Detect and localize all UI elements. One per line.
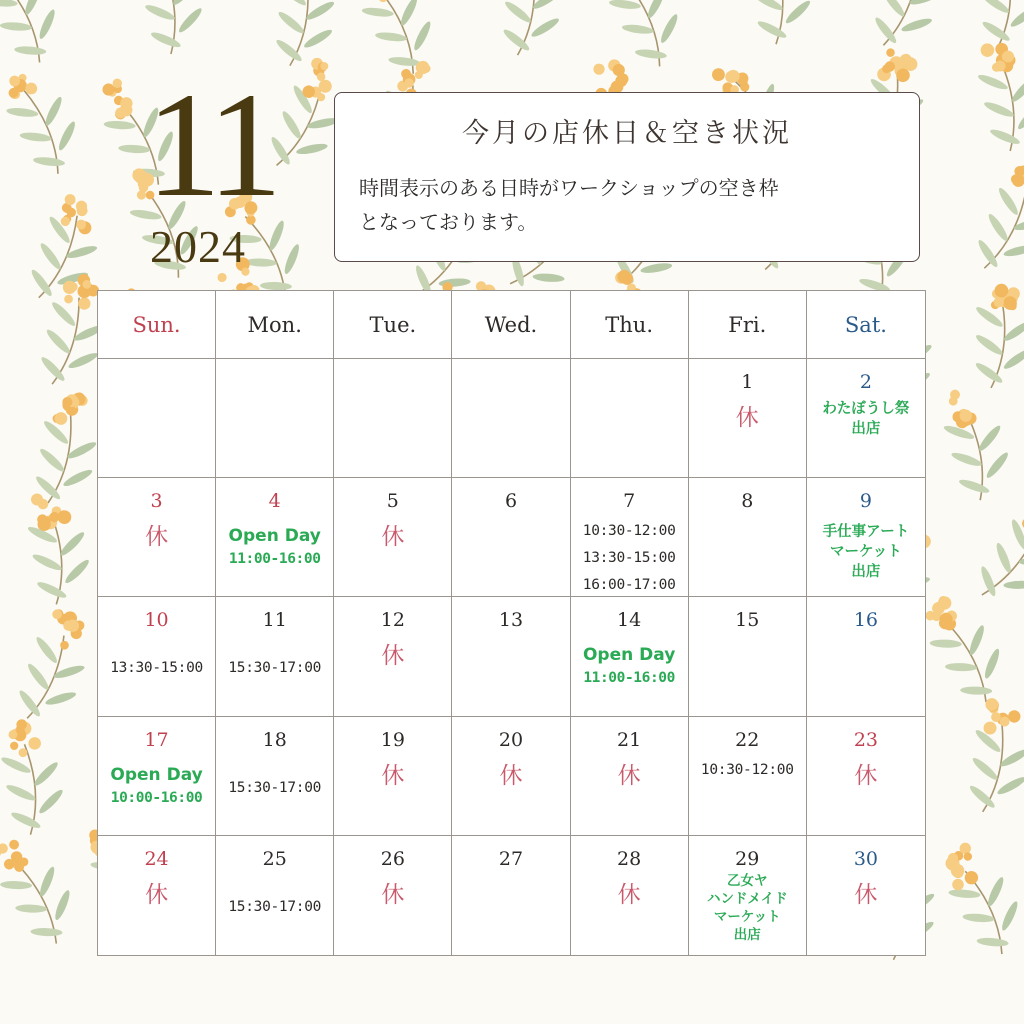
floral-sprig [0, 714, 71, 838]
floral-sprig [130, 0, 212, 58]
time-slot: 10:30-12:00 [700, 761, 794, 778]
month-number: 11 [146, 62, 275, 228]
weekday-header-wed: Wed. [452, 291, 570, 359]
floral-sprig [933, 380, 1020, 505]
day-number: 22 [735, 728, 760, 751]
day-cell-empty [334, 359, 452, 478]
day-cell-empty [452, 359, 570, 478]
day-cell-12 [334, 597, 452, 716]
notice-body [359, 171, 907, 239]
closed-mark: 休 [735, 405, 759, 431]
weekday-header-thu: Thu. [571, 291, 689, 359]
day-cell-15 [689, 597, 807, 716]
day-cell-1 [689, 359, 807, 478]
day-number: 16 [853, 609, 879, 632]
weekday-header-sat: Sat. [807, 291, 925, 359]
day-cell-10 [98, 597, 216, 716]
floral-sprig [967, 491, 1024, 617]
closed-mark: 休 [381, 643, 405, 670]
day-number: 8 [741, 490, 754, 513]
day-cell-9 [807, 478, 925, 597]
day-cell-23 [807, 717, 925, 836]
day-cell-21 [571, 717, 689, 836]
day-number: 17 [144, 728, 169, 751]
day-number: 2 [859, 371, 872, 393]
weekday-header-fri: Fri. [689, 291, 807, 359]
time-slot: 15:30-17:00 [228, 779, 322, 796]
day-cell-29 [689, 836, 807, 955]
floral-sprig [500, 0, 565, 57]
time-slot-list [571, 518, 688, 597]
closed-mark: 休 [854, 762, 878, 789]
floral-sprig [867, 0, 956, 57]
day-cell-11 [216, 597, 334, 716]
day-cell-17 [98, 717, 216, 836]
weekday-header-sun: Sun. [98, 291, 216, 359]
day-number: 19 [380, 728, 405, 751]
day-cell-14 [571, 597, 689, 716]
closed-mark: 休 [381, 762, 405, 789]
day-number: 18 [262, 728, 287, 751]
day-number: 27 [498, 847, 524, 870]
time-slot-list [216, 894, 333, 921]
floral-sprig [969, 35, 1024, 155]
day-cell-30 [807, 836, 925, 955]
closed-mark: 休 [145, 524, 169, 551]
notice-box [334, 92, 920, 262]
closed-mark: 休 [854, 881, 878, 908]
day-cell-28 [571, 836, 689, 955]
floral-sprig [273, 0, 340, 69]
day-number: 30 [853, 847, 879, 870]
day-number: 13 [498, 609, 524, 632]
day-number: 10 [144, 609, 169, 632]
day-number: 21 [617, 728, 642, 751]
day-cell-22 [689, 717, 807, 836]
day-number: 3 [150, 490, 163, 513]
floral-sprig [0, 0, 75, 71]
day-cell-empty [216, 359, 334, 478]
day-cell-25 [216, 836, 334, 955]
closed-mark: 休 [617, 881, 641, 908]
day-number: 29 [735, 847, 760, 870]
floral-sprig [20, 486, 97, 607]
year-number: 2024 [150, 221, 246, 272]
event-label: 乙女ヤ ハンドメイド マーケット 出店 [706, 872, 788, 943]
day-cell-2 [807, 359, 925, 478]
day-cell-24 [98, 836, 216, 955]
floral-sprig [965, 697, 1024, 817]
time-slot-list [689, 757, 806, 784]
floral-sprig [744, 0, 817, 46]
closed-mark: 休 [145, 881, 169, 908]
day-cell-7 [571, 478, 689, 597]
day-number: 15 [735, 609, 760, 632]
day-number: 28 [617, 847, 642, 870]
day-cell-13 [452, 597, 570, 716]
notice-body-line-1: 時間表示のある日時がワークショップの空き枠 [359, 176, 779, 200]
day-number: 11 [262, 609, 287, 632]
day-cell-3 [98, 478, 216, 597]
closed-mark: 休 [499, 762, 523, 789]
day-number: 7 [623, 490, 636, 513]
weekday-header-mon: Mon. [216, 291, 334, 359]
time-slot: 16:00-17:00 [582, 577, 676, 594]
closed-mark: 休 [381, 881, 405, 908]
notice-body-line-2: となっております。 [359, 210, 538, 234]
time-slot: 10:30-12:00 [582, 523, 676, 540]
time-slot: 15:30-17:00 [228, 660, 322, 677]
day-cell-16 [807, 597, 925, 716]
day-cell-26 [334, 836, 452, 955]
day-cell-5 [334, 478, 452, 597]
notice-title: 今月の店休日＆空き状況 [462, 118, 792, 149]
event-title: Open Day [582, 645, 676, 666]
event-label: わたぼうし祭 出店 [822, 401, 910, 437]
calendar-grid [97, 290, 926, 956]
day-number: 5 [386, 490, 399, 513]
day-number: 14 [617, 609, 642, 632]
event-time: 11:00-16:00 [228, 551, 321, 568]
event-time: 10:00-16:00 [110, 789, 203, 806]
day-cell-20 [452, 717, 570, 836]
event-label: 手仕事アート マーケット 出店 [822, 524, 910, 581]
event-title: Open Day [110, 764, 203, 785]
day-cell-8 [689, 478, 807, 597]
day-cell-4 [216, 478, 334, 597]
day-number: 4 [268, 490, 281, 513]
floral-sprig [11, 603, 102, 731]
day-cell-empty [571, 359, 689, 478]
day-number: 9 [859, 490, 872, 513]
time-slot-list [98, 655, 215, 682]
day-number: 20 [498, 728, 524, 751]
day-cell-27 [452, 836, 570, 955]
day-number: 23 [853, 728, 879, 751]
day-number: 6 [504, 490, 518, 513]
event-title: Open Day [228, 526, 321, 547]
weekday-header-tue: Tue. [334, 291, 452, 359]
floral-sprig [929, 833, 1024, 962]
day-cell-19 [334, 717, 452, 836]
time-slot: 13:30-15:00 [110, 660, 203, 677]
day-number: 24 [144, 847, 169, 870]
day-number: 12 [380, 609, 405, 632]
floral-sprig [910, 585, 1021, 712]
floral-sprig [31, 388, 105, 509]
floral-sprig [0, 60, 94, 183]
day-number: 25 [262, 847, 287, 870]
day-number: 1 [741, 371, 754, 393]
floral-sprig [345, 0, 449, 82]
closed-mark: 休 [617, 762, 641, 789]
floral-sprig [968, 158, 1024, 283]
floral-sprig [978, 0, 1024, 47]
day-cell-empty [98, 359, 216, 478]
event-time: 11:00-16:00 [583, 670, 675, 687]
time-slot-list [216, 655, 333, 682]
day-cell-6 [452, 478, 570, 597]
floral-sprig [0, 825, 91, 953]
day-number: 26 [380, 847, 405, 870]
floral-sprig [974, 284, 1024, 389]
time-slot: 13:30-15:00 [582, 550, 676, 567]
time-slot: 15:30-17:00 [228, 898, 322, 915]
closed-mark: 休 [381, 524, 405, 551]
day-cell-18 [216, 717, 334, 836]
time-slot-list [216, 775, 333, 802]
